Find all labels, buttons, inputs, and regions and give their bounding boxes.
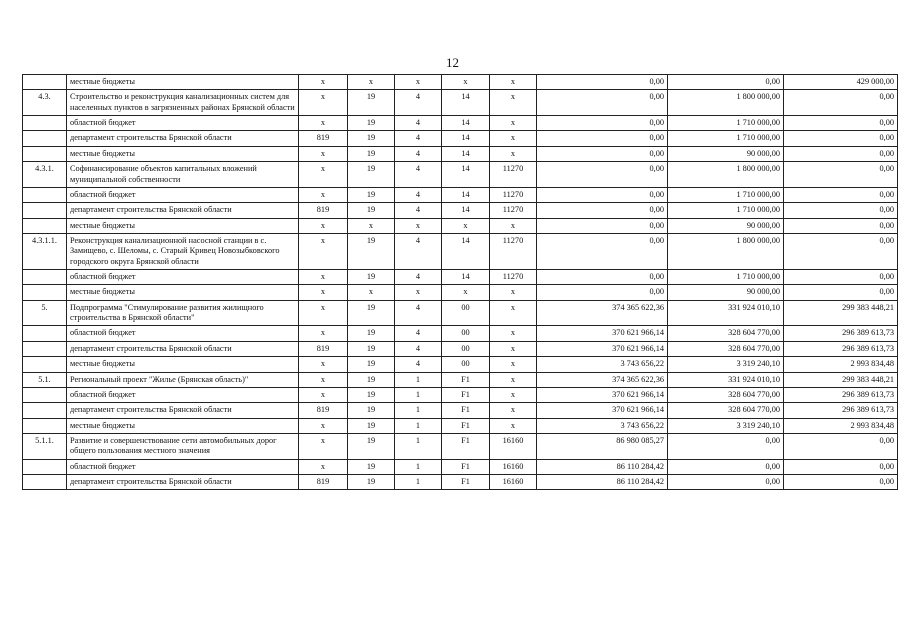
col-gr: x xyxy=(299,372,348,387)
col-csr: 00 xyxy=(442,300,490,326)
col-pr: 4 xyxy=(395,300,442,326)
col-rz: 19 xyxy=(348,433,395,459)
col-csr: 00 xyxy=(442,341,490,356)
col-rz: 19 xyxy=(348,372,395,387)
col-rz: 19 xyxy=(348,116,395,131)
row-name: Софинансирование объектов капитальных вложений муниципальной собственности xyxy=(67,162,299,188)
col-rz: 19 xyxy=(348,162,395,188)
col-code: x xyxy=(490,357,537,372)
col-code: x xyxy=(490,387,537,402)
col-code: 16160 xyxy=(490,459,537,474)
col-code: x xyxy=(490,372,537,387)
value-2022: 1 800 000,00 xyxy=(668,233,784,269)
value-2022: 1 710 000,00 xyxy=(668,116,784,131)
table-row xyxy=(23,131,898,146)
col-code: x xyxy=(490,341,537,356)
value-2022: 1 800 000,00 xyxy=(668,162,784,188)
col-csr: 14 xyxy=(442,90,490,116)
col-pr: 1 xyxy=(395,403,442,418)
value-2021: 0,00 xyxy=(537,90,668,116)
value-2023: 0,00 xyxy=(784,203,898,218)
value-2023: 296 389 613,73 xyxy=(784,387,898,402)
value-2023: 0,00 xyxy=(784,433,898,459)
col-pr: 1 xyxy=(395,418,442,433)
col-gr: 819 xyxy=(299,341,348,356)
col-csr: F1 xyxy=(442,459,490,474)
col-pr: 1 xyxy=(395,372,442,387)
table-row xyxy=(23,403,898,418)
col-gr: x xyxy=(299,116,348,131)
row-name: департамент строительства Брянской области xyxy=(67,403,299,418)
row-name: департамент строительства Брянской области xyxy=(67,203,299,218)
value-2022: 331 924 010,10 xyxy=(668,372,784,387)
col-csr: F1 xyxy=(442,475,490,490)
col-csr: 00 xyxy=(442,357,490,372)
table-row xyxy=(23,475,898,490)
page-number: 12 xyxy=(446,55,459,70)
col-csr: F1 xyxy=(442,372,490,387)
value-2022: 3 319 240,10 xyxy=(668,357,784,372)
value-2022: 328 604 770,00 xyxy=(668,403,784,418)
value-2022: 0,00 xyxy=(668,459,784,474)
col-code: 11270 xyxy=(490,162,537,188)
col-rz: 19 xyxy=(348,131,395,146)
value-2023: 0,00 xyxy=(784,459,898,474)
col-csr: x xyxy=(442,285,490,300)
table-row xyxy=(23,285,898,300)
row-name: областной бюджет xyxy=(67,387,299,402)
row-number xyxy=(23,418,67,433)
col-gr: x xyxy=(299,146,348,161)
value-2023: 0,00 xyxy=(784,233,898,269)
table-row xyxy=(23,75,898,90)
table-row xyxy=(23,187,898,202)
col-pr: 4 xyxy=(395,131,442,146)
col-gr: x xyxy=(299,459,348,474)
col-rz: 19 xyxy=(348,90,395,116)
col-csr: 14 xyxy=(442,187,490,202)
row-number xyxy=(23,459,67,474)
col-csr: 14 xyxy=(442,203,490,218)
value-2021: 0,00 xyxy=(537,146,668,161)
row-name: департамент строительства Брянской области xyxy=(67,131,299,146)
value-2023: 2 993 834,48 xyxy=(784,357,898,372)
value-2023: 0,00 xyxy=(784,187,898,202)
col-rz: 19 xyxy=(348,187,395,202)
col-gr: x xyxy=(299,75,348,90)
row-number xyxy=(23,285,67,300)
table-row xyxy=(23,387,898,402)
col-pr: x xyxy=(395,285,442,300)
table-row xyxy=(23,418,898,433)
value-2021: 86 980 085,27 xyxy=(537,433,668,459)
col-code: x xyxy=(490,131,537,146)
col-gr: x xyxy=(299,300,348,326)
col-pr: 4 xyxy=(395,357,442,372)
value-2021: 370 621 966,14 xyxy=(537,387,668,402)
col-csr: 14 xyxy=(442,162,490,188)
row-name: областной бюджет xyxy=(67,270,299,285)
value-2022: 331 924 010,10 xyxy=(668,300,784,326)
col-pr: 4 xyxy=(395,90,442,116)
value-2021: 370 621 966,14 xyxy=(537,341,668,356)
table-row xyxy=(23,146,898,161)
col-csr: 14 xyxy=(442,270,490,285)
col-pr: x xyxy=(395,75,442,90)
col-code: x xyxy=(490,116,537,131)
col-code: x xyxy=(490,326,537,341)
table-row xyxy=(23,233,898,269)
row-name: Строительство и реконструкция канализационных систем для населенных пунктов в загрязненных районах Брянской области xyxy=(67,90,299,116)
col-rz: 19 xyxy=(348,418,395,433)
col-csr: F1 xyxy=(442,433,490,459)
value-2022: 0,00 xyxy=(668,475,784,490)
col-gr: 819 xyxy=(299,203,348,218)
row-number xyxy=(23,218,67,233)
col-code: x xyxy=(490,90,537,116)
col-csr: 14 xyxy=(442,116,490,131)
col-pr: 4 xyxy=(395,203,442,218)
col-rz: 19 xyxy=(348,403,395,418)
table-row xyxy=(23,116,898,131)
value-2023: 0,00 xyxy=(784,270,898,285)
col-gr: x xyxy=(299,233,348,269)
value-2022: 1 710 000,00 xyxy=(668,203,784,218)
col-code: x xyxy=(490,75,537,90)
value-2021: 0,00 xyxy=(537,233,668,269)
value-2021: 3 743 656,22 xyxy=(537,418,668,433)
value-2023: 0,00 xyxy=(784,475,898,490)
value-2021: 370 621 966,14 xyxy=(537,326,668,341)
col-code: x xyxy=(490,418,537,433)
col-code: x xyxy=(490,285,537,300)
col-rz: 19 xyxy=(348,341,395,356)
value-2023: 429 000,00 xyxy=(784,75,898,90)
col-gr: 819 xyxy=(299,475,348,490)
value-2022: 0,00 xyxy=(668,433,784,459)
value-2021: 374 365 622,36 xyxy=(537,372,668,387)
col-csr: x xyxy=(442,218,490,233)
col-csr: F1 xyxy=(442,387,490,402)
value-2022: 90 000,00 xyxy=(668,285,784,300)
table-row xyxy=(23,357,898,372)
col-pr: 4 xyxy=(395,233,442,269)
row-name: местные бюджеты xyxy=(67,146,299,161)
row-number xyxy=(23,270,67,285)
col-gr: x xyxy=(299,387,348,402)
col-csr: x xyxy=(442,75,490,90)
row-name: Региональный проект "Жилье (Брянская область)" xyxy=(67,372,299,387)
value-2022: 1 710 000,00 xyxy=(668,270,784,285)
col-gr: x xyxy=(299,90,348,116)
col-rz: x xyxy=(348,285,395,300)
row-number xyxy=(23,475,67,490)
row-name: департамент строительства Брянской области xyxy=(67,341,299,356)
col-gr: x xyxy=(299,218,348,233)
col-rz: 19 xyxy=(348,146,395,161)
value-2021: 86 110 284,42 xyxy=(537,459,668,474)
col-code: 16160 xyxy=(490,475,537,490)
value-2023: 0,00 xyxy=(784,116,898,131)
row-number xyxy=(23,131,67,146)
col-rz: 19 xyxy=(348,270,395,285)
col-csr: 14 xyxy=(442,146,490,161)
table-row xyxy=(23,372,898,387)
value-2021: 370 621 966,14 xyxy=(537,403,668,418)
row-number xyxy=(23,357,67,372)
row-name: местные бюджеты xyxy=(67,357,299,372)
row-name: областной бюджет xyxy=(67,116,299,131)
value-2023: 299 383 448,21 xyxy=(784,300,898,326)
row-name: областной бюджет xyxy=(67,187,299,202)
col-code: x xyxy=(490,403,537,418)
value-2021: 374 365 622,36 xyxy=(537,300,668,326)
row-number: 5.1. xyxy=(23,372,67,387)
value-2023: 296 389 613,73 xyxy=(784,326,898,341)
budget-table xyxy=(22,74,898,490)
row-name: Реконструкция канализационной насосной станции в с. Замищево, с. Шеломы, с. Старый Кривец Новозыбковского городского округа Брянской области xyxy=(67,233,299,269)
col-pr: 4 xyxy=(395,146,442,161)
value-2023: 0,00 xyxy=(784,146,898,161)
value-2022: 1 710 000,00 xyxy=(668,187,784,202)
col-pr: x xyxy=(395,218,442,233)
table-row xyxy=(23,300,898,326)
value-2022: 328 604 770,00 xyxy=(668,326,784,341)
row-number xyxy=(23,203,67,218)
col-code: x xyxy=(490,300,537,326)
col-gr: x xyxy=(299,285,348,300)
row-name: местные бюджеты xyxy=(67,418,299,433)
value-2021: 86 110 284,42 xyxy=(537,475,668,490)
col-pr: 1 xyxy=(395,475,442,490)
col-csr: F1 xyxy=(442,418,490,433)
col-pr: 4 xyxy=(395,187,442,202)
table-row xyxy=(23,162,898,188)
col-csr: 00 xyxy=(442,326,490,341)
col-pr: 4 xyxy=(395,326,442,341)
value-2023: 0,00 xyxy=(784,218,898,233)
row-number xyxy=(23,341,67,356)
col-rz: 19 xyxy=(348,459,395,474)
row-name: областной бюджет xyxy=(67,459,299,474)
col-pr: 1 xyxy=(395,459,442,474)
table-row xyxy=(23,459,898,474)
col-gr: x xyxy=(299,326,348,341)
value-2022: 1 710 000,00 xyxy=(668,131,784,146)
col-pr: 4 xyxy=(395,270,442,285)
col-csr: F1 xyxy=(442,403,490,418)
value-2023: 0,00 xyxy=(784,285,898,300)
row-number xyxy=(23,326,67,341)
table-row xyxy=(23,341,898,356)
col-pr: 4 xyxy=(395,116,442,131)
table-body xyxy=(23,75,898,490)
value-2022: 3 319 240,10 xyxy=(668,418,784,433)
col-gr: 819 xyxy=(299,131,348,146)
row-number: 4.3. xyxy=(23,90,67,116)
col-rz: 19 xyxy=(348,475,395,490)
value-2022: 328 604 770,00 xyxy=(668,387,784,402)
value-2022: 0,00 xyxy=(668,75,784,90)
value-2022: 90 000,00 xyxy=(668,146,784,161)
row-number xyxy=(23,116,67,131)
value-2021: 0,00 xyxy=(537,285,668,300)
col-code: x xyxy=(490,146,537,161)
row-number xyxy=(23,146,67,161)
col-gr: x xyxy=(299,418,348,433)
col-rz: 19 xyxy=(348,300,395,326)
value-2021: 0,00 xyxy=(537,270,668,285)
row-number xyxy=(23,75,67,90)
value-2022: 328 604 770,00 xyxy=(668,341,784,356)
value-2021: 3 743 656,22 xyxy=(537,357,668,372)
col-rz: x xyxy=(348,218,395,233)
value-2023: 0,00 xyxy=(784,131,898,146)
row-number: 4.3.1. xyxy=(23,162,67,188)
value-2023: 0,00 xyxy=(784,90,898,116)
table-row xyxy=(23,203,898,218)
row-name: областной бюджет xyxy=(67,326,299,341)
value-2021: 0,00 xyxy=(537,162,668,188)
value-2021: 0,00 xyxy=(537,187,668,202)
value-2021: 0,00 xyxy=(537,203,668,218)
col-rz: 19 xyxy=(348,357,395,372)
col-rz: 19 xyxy=(348,326,395,341)
col-code: 11270 xyxy=(490,187,537,202)
value-2023: 0,00 xyxy=(784,162,898,188)
table-row xyxy=(23,326,898,341)
col-code: x xyxy=(490,218,537,233)
col-csr: 14 xyxy=(442,131,490,146)
table-row xyxy=(23,218,898,233)
col-rz: 19 xyxy=(348,233,395,269)
col-csr: 14 xyxy=(442,233,490,269)
value-2021: 0,00 xyxy=(537,131,668,146)
value-2023: 296 389 613,73 xyxy=(784,341,898,356)
row-number xyxy=(23,403,67,418)
col-pr: 4 xyxy=(395,162,442,188)
row-name: департамент строительства Брянской области xyxy=(67,475,299,490)
col-code: 16160 xyxy=(490,433,537,459)
col-gr: 819 xyxy=(299,403,348,418)
value-2022: 90 000,00 xyxy=(668,218,784,233)
col-rz: 19 xyxy=(348,387,395,402)
col-pr: 1 xyxy=(395,387,442,402)
col-pr: 4 xyxy=(395,341,442,356)
col-gr: x xyxy=(299,270,348,285)
col-gr: x xyxy=(299,187,348,202)
col-gr: x xyxy=(299,357,348,372)
value-2023: 299 383 448,21 xyxy=(784,372,898,387)
row-name: Подпрограмма "Стимулирование развития жилищного строительства в Брянской области" xyxy=(67,300,299,326)
col-gr: x xyxy=(299,433,348,459)
row-name: Развитие и совершенствование сети автомобильных дорог общего пользования местного значения xyxy=(67,433,299,459)
row-name: местные бюджеты xyxy=(67,75,299,90)
value-2021: 0,00 xyxy=(537,218,668,233)
col-code: 11270 xyxy=(490,270,537,285)
row-number xyxy=(23,387,67,402)
col-pr: 1 xyxy=(395,433,442,459)
table-row xyxy=(23,433,898,459)
row-number: 4.3.1.1. xyxy=(23,233,67,269)
row-name: местные бюджеты xyxy=(67,285,299,300)
col-code: 11270 xyxy=(490,203,537,218)
value-2021: 0,00 xyxy=(537,116,668,131)
value-2022: 1 800 000,00 xyxy=(668,90,784,116)
col-rz: 19 xyxy=(348,203,395,218)
value-2023: 2 993 834,48 xyxy=(784,418,898,433)
row-number xyxy=(23,187,67,202)
col-gr: x xyxy=(299,162,348,188)
row-name: местные бюджеты xyxy=(67,218,299,233)
value-2023: 296 389 613,73 xyxy=(784,403,898,418)
row-number: 5.1.1. xyxy=(23,433,67,459)
value-2021: 0,00 xyxy=(537,75,668,90)
col-code: 11270 xyxy=(490,233,537,269)
col-rz: x xyxy=(348,75,395,90)
table-row xyxy=(23,90,898,116)
table-row xyxy=(23,270,898,285)
row-number: 5. xyxy=(23,300,67,326)
